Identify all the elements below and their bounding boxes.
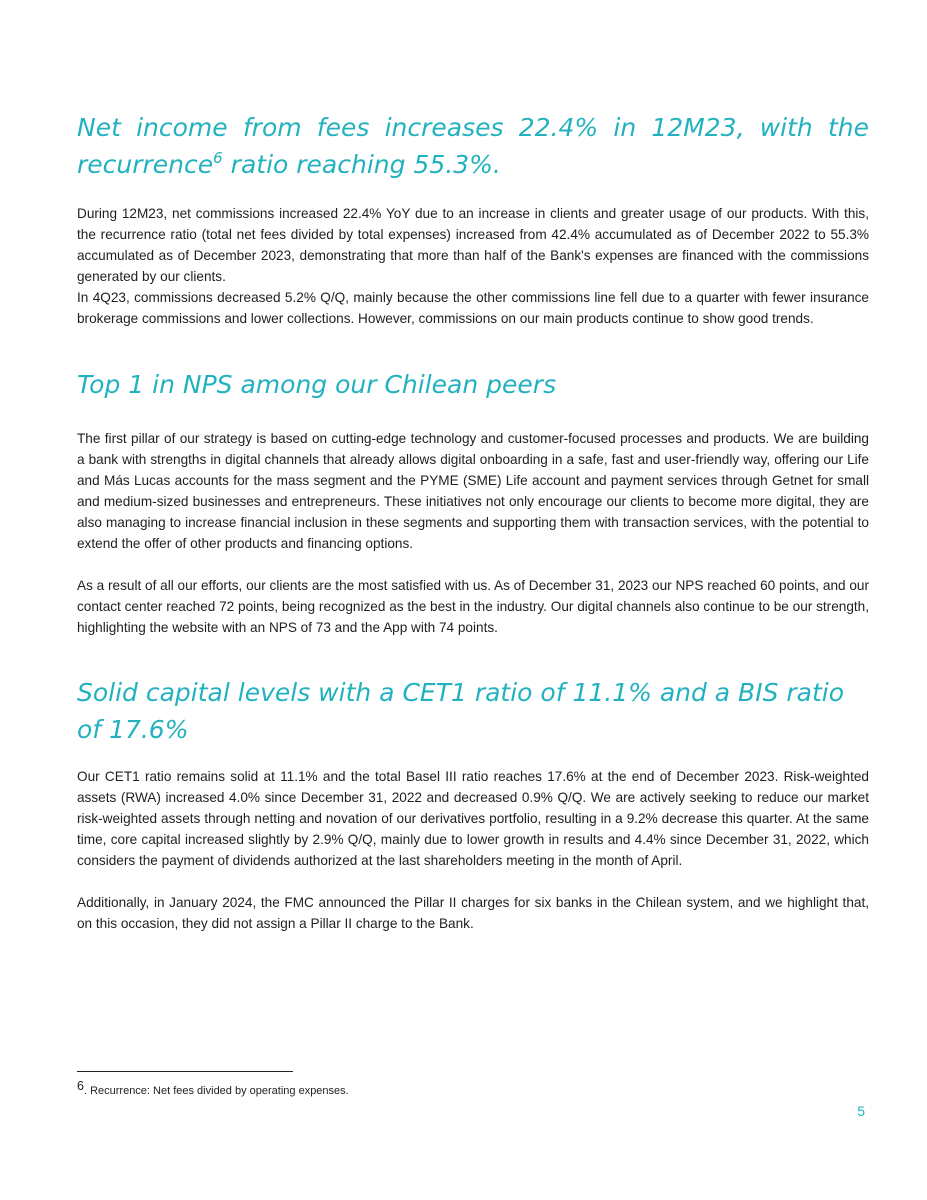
footnote-text: . Recurrence: Net fees divided by operating expenses. (83, 1085, 349, 1097)
section-body-capital (77, 766, 869, 934)
page-number: 5 (857, 1103, 865, 1119)
section-body-fees (77, 203, 869, 329)
paragraph: Additionally, in January 2024, the FMC announced the Pillar II charges for six banks in the Chilean system, and we highlight that, on this occasion, they did not assign a Pillar II charge to the Bank. (77, 895, 869, 931)
section-heading-fees (77, 109, 869, 183)
footnote-reference: 6 (213, 149, 223, 167)
paragraph: The first pillar of our strategy is based on cutting-edge technology and customer-focused processes and products. We are building a bank with strengths in digital channels that already allows digital onboarding in a safe, fast and user-friendly way, offering our Life and Más Lucas accounts for the mass segment and the PYME (SME) Life account and payment services through Getnet for small and medium-sized businesses and entrepreneurs. These initiatives not only encourage our clients to become more digital, they are also managing to increase financial inclusion in these segments and supporting them with transaction services, with the potential to extend the offer of other products and financing options. (77, 431, 869, 551)
paragraph: During 12M23, net commissions increased 22.4% YoY due to an increase in clients and greater usage of our products. With this, the recurrence ratio (total net fees divided by total expenses) increased from 42.4% accumulated as of December 2022 to 55.3% accumulated as of December 2023, demonstrating that more than half of the Bank's expenses are financed with the commissions generated by our clients. (77, 206, 869, 284)
paragraph-gap (77, 871, 869, 892)
footnote (77, 1078, 349, 1099)
paragraph: In 4Q23, commissions decreased 5.2% Q/Q, mainly because the other commissions line fell due to a quarter with fewer insurance brokerage commissions and lower collections. However, commissions on our main products continue to show good trends. (77, 290, 869, 326)
section-heading-nps: Top 1 in NPS among our Chilean peers (77, 370, 557, 399)
heading-fees-text: Net income from fees increases 22.4% in 12M23, with the recurrence (77, 113, 869, 179)
heading-fees-text-end: ratio reaching 55.3%. (222, 150, 501, 179)
footnote-number: 6 (77, 1079, 84, 1093)
section-body-nps (77, 428, 869, 638)
paragraph: Our CET1 ratio remains solid at 11.1% and the total Basel III ratio reaches 17.6% at the end of December 2023. Risk-weighted assets (RWA) increased 4.0% since December 31, 2022 and decreased 0.9% Q/Q. We are actively seeking to reduce our market risk-weighted assets through netting and novation of our derivatives portfolio, resulting in a 9.2% decrease this quarter. At the same time, core capital increased slightly by 2.9% Q/Q, mainly due to lower growth in results and 4.4% since December 31, 2022, which considers the payment of dividends authorized at the last shareholders meeting in the month of April. (77, 769, 869, 868)
section-heading-capital: Solid capital levels with a CET1 ratio of 11.1% and a BIS ratio of 17.6% (77, 678, 845, 744)
footnote-divider (77, 1071, 293, 1072)
paragraph: As a result of all our efforts, our clients are the most satisfied with us. As of December 31, 2023 our NPS reached 60 points, and our contact center reached 72 points, being recognized as the best in the industry. Our digital channels also continue to be our strength, highlighting the website with an NPS of 73 and the App with 74 points. (77, 578, 869, 635)
paragraph-gap (77, 554, 869, 575)
